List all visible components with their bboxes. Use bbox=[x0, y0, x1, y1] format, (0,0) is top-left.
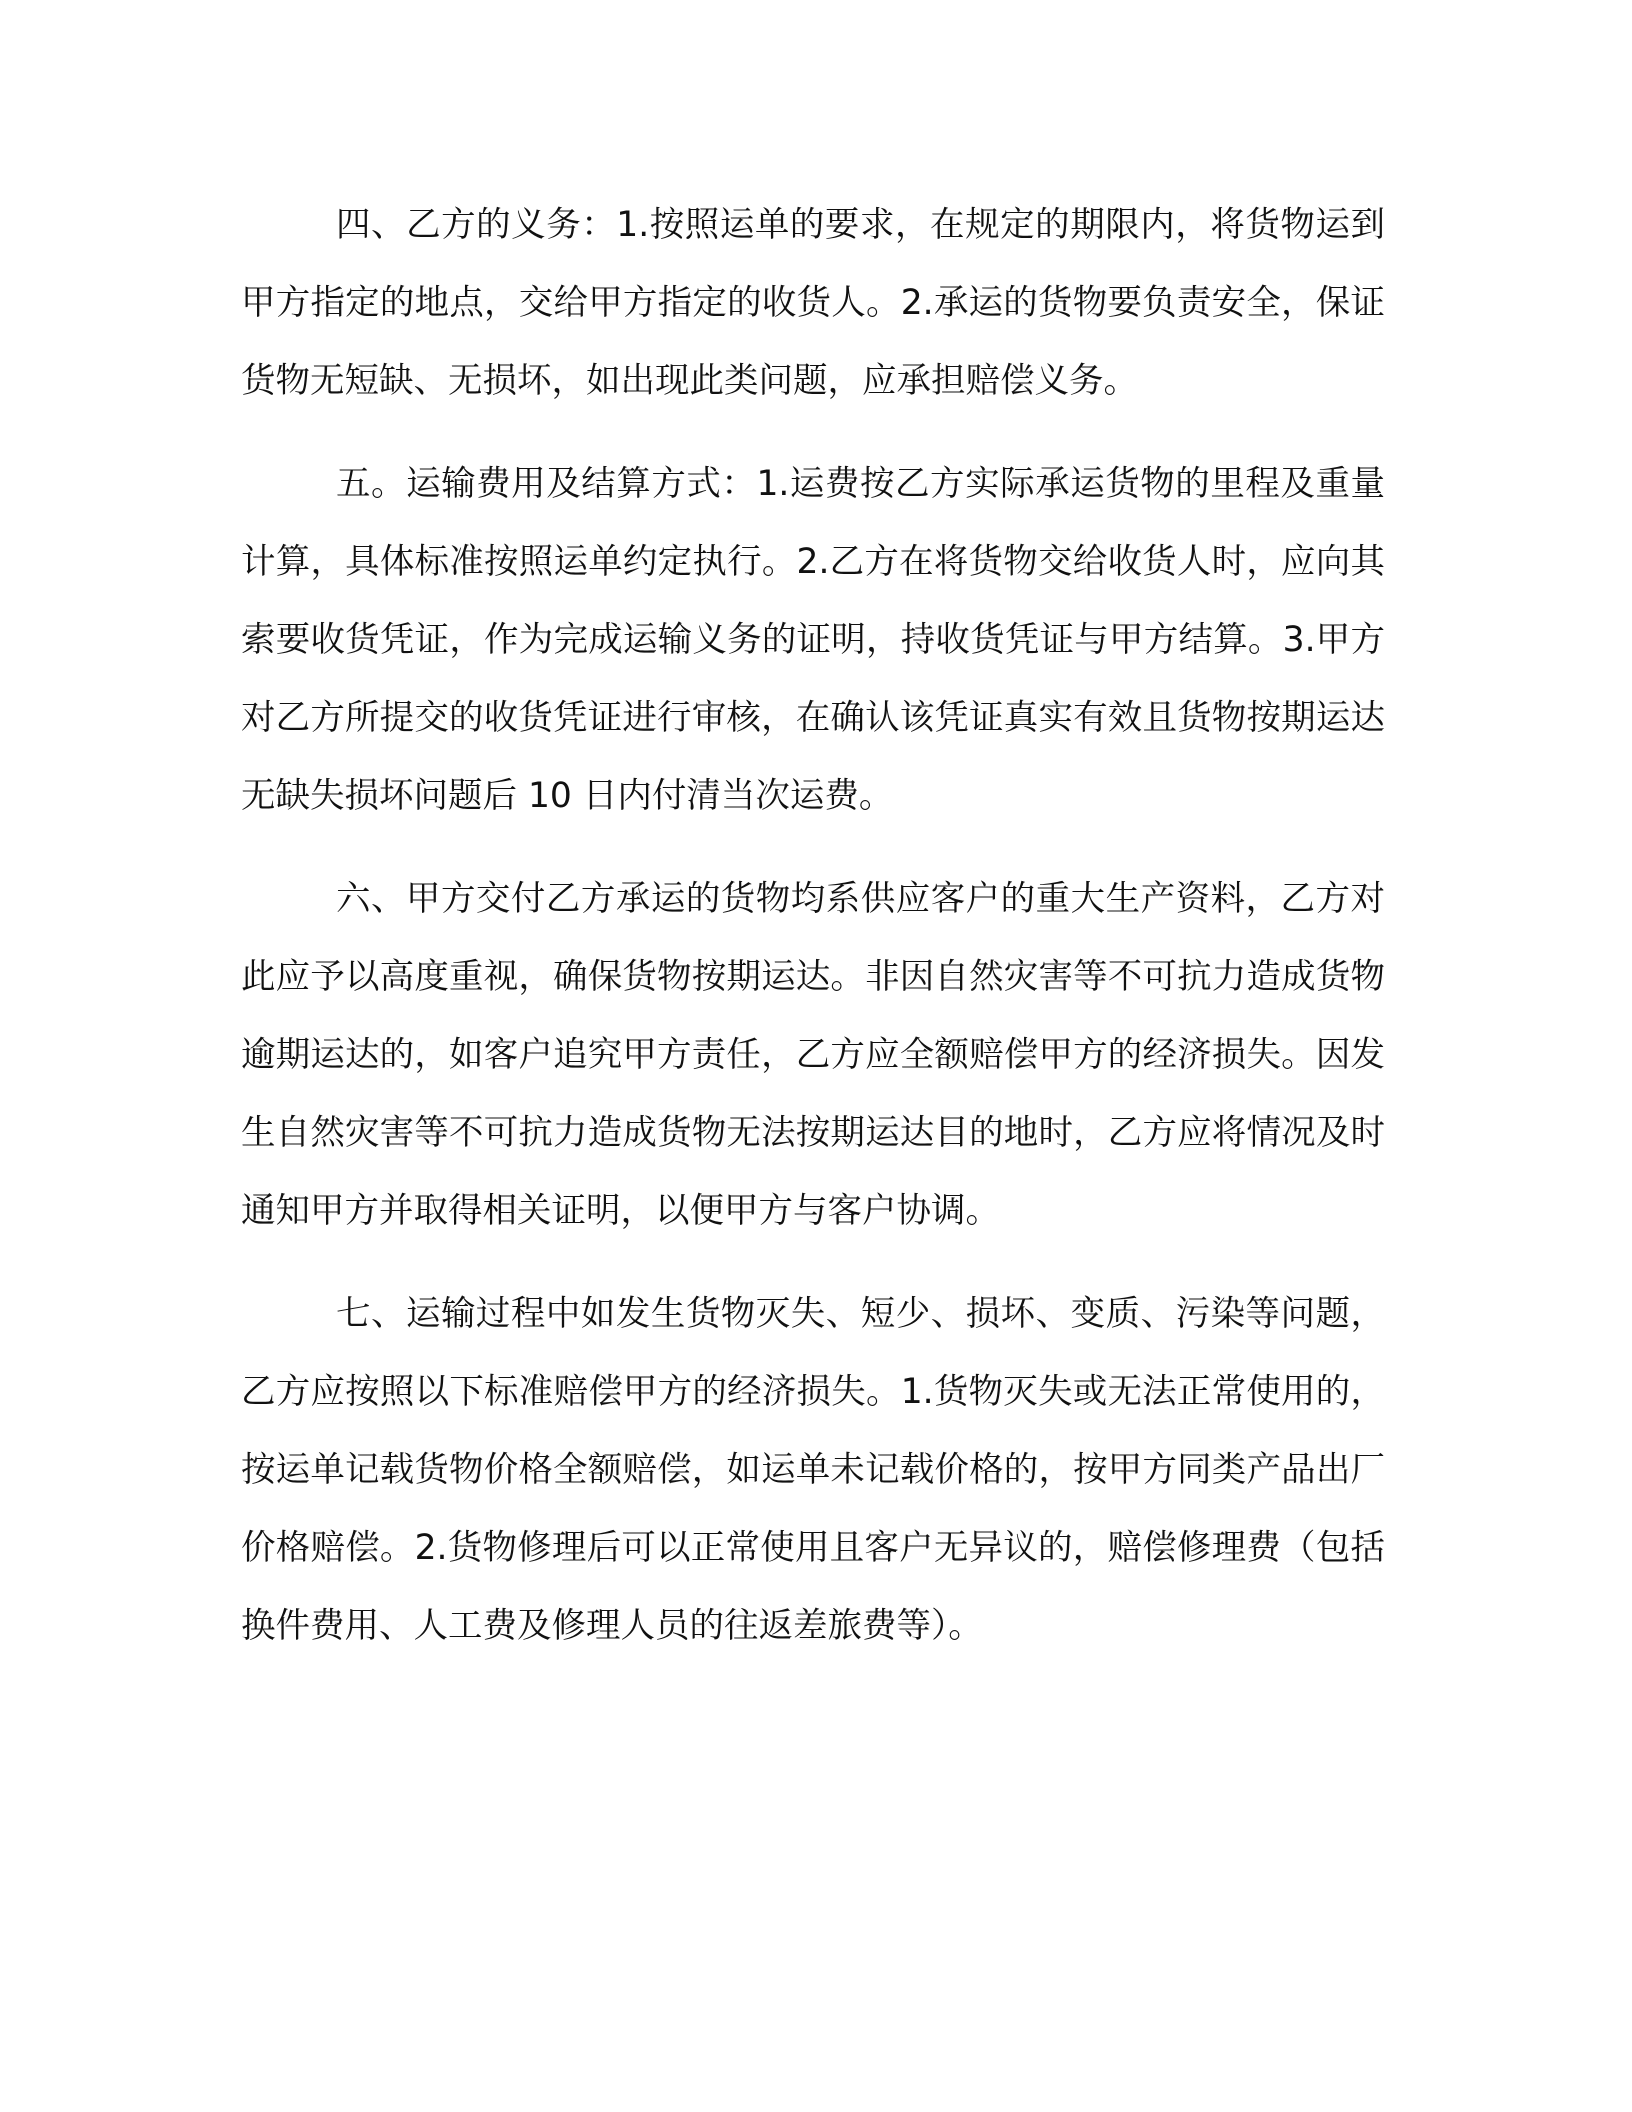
document-body bbox=[241, 186, 1385, 1665]
clause-5-paragraph: 五。运输费用及结算方式：1.运费按乙方实际承运货物的里程及重量计算，具体标准按照运单约定执行。2.乙方在将货物交给收货人时，应向其索要收货凭证，作为完成运输义务的证明，持收货凭证与甲方结算。3.甲方对乙方所提交的收货凭证进行审核，在确认该凭证真实有效且货物按期运达无缺失损坏问题后 10 日内付清当次运费。 bbox=[241, 464, 1385, 816]
clause-4-paragraph: 四、乙方的义务：1.按照运单的要求，在规定的期限内，将货物运到甲方指定的地点，交给甲方指定的收货人。2.承运的货物要负责安全，保证货物无短缺、无损坏，如出现此类问题，应承担赔偿义务。 bbox=[241, 205, 1385, 401]
clause-7-paragraph: 七、运输过程中如发生货物灭失、短少、损坏、变质、污染等问题，乙方应按照以下标准赔偿甲方的经济损失。1.货物灭失或无法正常使用的，按运单记载货物价格全额赔偿，如运单未记载价格的，按甲方同类产品出厂价格赔偿。2.货物修理后可以正常使用且客户无异议的，赔偿修理费（包括换件费用、人工费及修理人员的往返差旅费等）。 bbox=[241, 1294, 1385, 1646]
clause-6-paragraph: 六、甲方交付乙方承运的货物均系供应客户的重大生产资料，乙方对此应予以高度重视，确保货物按期运达。非因自然灾害等不可抗力造成货物逾期运达的，如客户追究甲方责任，乙方应全额赔偿甲方的经济损失。因发生自然灾害等不可抗力造成货物无法按期运达目的地时，乙方应将情况及时通知甲方并取得相关证明，以便甲方与客户协调。 bbox=[241, 879, 1385, 1231]
